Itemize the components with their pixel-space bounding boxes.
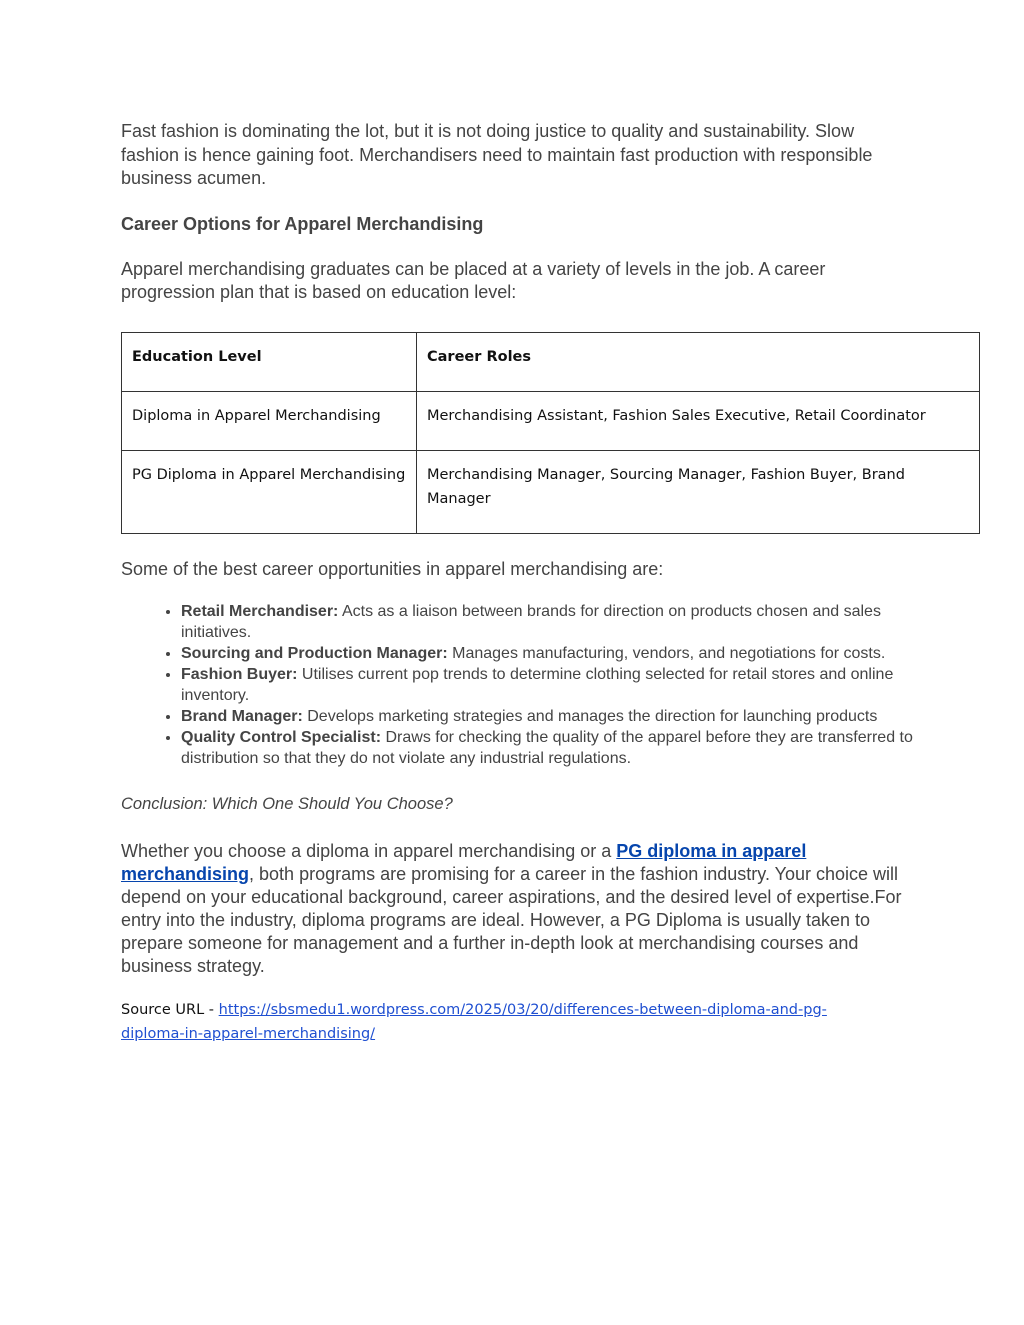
pg-diploma-link[interactable]: PG diploma in apparel merchandising (121, 840, 807, 884)
list-item (181, 643, 921, 664)
table-row (122, 450, 980, 533)
source-label: Source URL - (121, 1001, 219, 1018)
list-item (181, 601, 921, 643)
intro-paragraph: Fast fashion is dominating the lot, but it is not doing justice to quality and sustainability. Slow fashion is hence gaining foot. Merchandisers need to maintain fast production with responsible business acumen. (121, 121, 873, 188)
role-description: Utilises current pop trends to determine clothing selected for retail stores and online inventory. (181, 665, 894, 704)
table-cell-roles: Merchandising Manager, Sourcing Manager, Fashion Buyer, Brand Manager (417, 450, 980, 533)
roles-list (121, 601, 921, 769)
conclusion-heading: Conclusion: Which One Should You Choose? (121, 794, 453, 813)
table-cell-education: Diploma in Apparel Merchandising (122, 391, 417, 450)
document-page (121, 120, 981, 1046)
list-item (181, 727, 921, 769)
final-text-after: , both programs are promising for a career in the fashion industry. Your choice will depend on your educational background, career aspirations, and the desired level of expertise.For entry into the industry, diploma programs are ideal. However, a PG Diploma is usually taken to prepare someone for management and a further in-depth look at merchandising courses and business strategy. (121, 863, 902, 976)
role-title: Fashion Buyer: (181, 665, 298, 683)
role-description: Develops marketing strategies and manages the direction for launching products (302, 707, 878, 725)
role-title: Sourcing and Production Manager: (181, 644, 448, 662)
table-cell-education: PG Diploma in Apparel Merchandising (122, 450, 417, 533)
table-header-row (122, 332, 980, 391)
section-heading: Career Options for Apparel Merchandising (121, 213, 484, 234)
header-education-level: Education Level (122, 332, 417, 391)
role-title: Brand Manager: (181, 707, 303, 725)
source-url-link[interactable]: https://sbsmedu1.wordpress.com/2025/03/20/differences-between-diploma-and-pg-diploma-in-apparel-merchandising/ (121, 1001, 827, 1042)
final-text-before: Whether you choose a diploma in apparel merchandising or a (121, 840, 617, 861)
source-line (121, 998, 881, 1046)
opportunities-intro: Some of the best career opportunities in apparel merchandising are: (121, 558, 664, 579)
table-row (122, 391, 980, 450)
list-item (181, 664, 921, 706)
role-description: Manages manufacturing, vendors, and negotiations for costs. (447, 644, 886, 662)
role-description: Acts as a liaison between brands for direction on products chosen and sales initiatives. (181, 602, 881, 641)
career-table (121, 332, 980, 534)
role-title: Quality Control Specialist: (181, 728, 382, 746)
role-description: Draws for checking the quality of the apparel before they are transferred to distribution so that they do not violate any industrial regulations. (181, 728, 913, 767)
lead-paragraph: Apparel merchandising graduates can be placed at a variety of levels in the job. A career progression plan that is based on education level: (121, 258, 826, 302)
role-title: Retail Merchandiser: (181, 602, 339, 620)
list-item (181, 706, 921, 727)
header-career-roles: Career Roles (417, 332, 980, 391)
table-cell-roles: Merchandising Assistant, Fashion Sales Executive, Retail Coordinator (417, 391, 980, 450)
final-paragraph (121, 840, 911, 978)
